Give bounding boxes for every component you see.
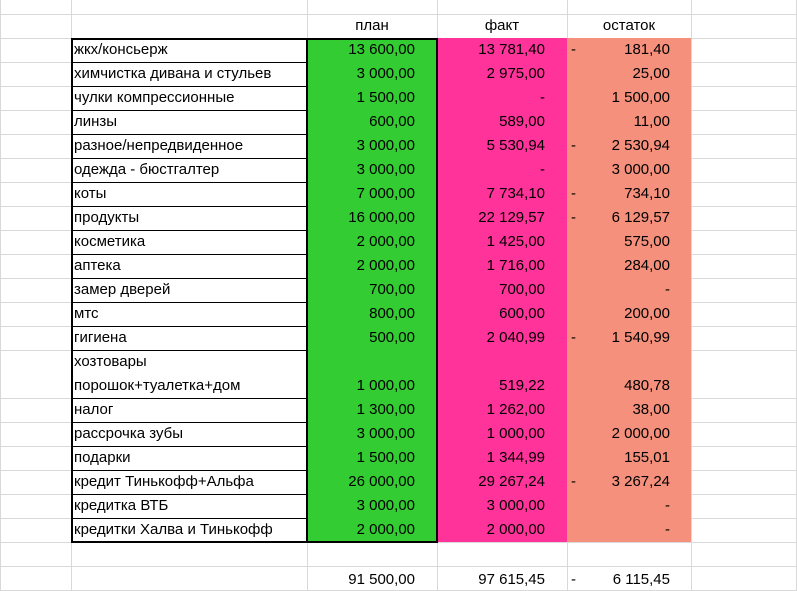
table-row: [0, 86, 797, 110]
plan-cell[interactable]: 500,00: [369, 329, 415, 346]
row-separator: [71, 110, 307, 111]
row-separator: [71, 326, 307, 327]
plan-cell[interactable]: 1 300,00: [356, 401, 415, 418]
table-border-bottom: [71, 541, 438, 543]
row-separator: [71, 230, 307, 231]
fact-cell[interactable]: 13 781,40: [478, 41, 545, 58]
row-separator: [71, 494, 307, 495]
fact-cell[interactable]: 22 129,57: [478, 209, 545, 226]
table-row: [0, 158, 797, 182]
table-row: [0, 470, 797, 494]
table-row: [0, 350, 797, 398]
rest-cell[interactable]: -: [665, 521, 670, 538]
total-fact[interactable]: 97 615,45: [478, 571, 545, 588]
rest-cell[interactable]: -: [665, 497, 670, 514]
row-separator: [71, 254, 307, 255]
rest-cell[interactable]: 575,00: [624, 233, 670, 250]
category-cell[interactable]: замер дверей: [74, 281, 171, 298]
table-row: [0, 38, 797, 62]
table-border-mid: [306, 38, 308, 542]
plan-cell[interactable]: 3 000,00: [356, 161, 415, 178]
fact-cell[interactable]: 5 530,94: [486, 137, 545, 154]
category-cell[interactable]: рассрочка зубы: [74, 425, 184, 442]
table-border-top: [71, 38, 438, 40]
plan-cell[interactable]: 3 000,00: [356, 497, 415, 514]
category-cell[interactable]: продукты: [74, 209, 140, 226]
rest-sign: -: [571, 137, 576, 154]
plan-cell[interactable]: 2 000,00: [356, 257, 415, 274]
table-row: [0, 62, 797, 86]
category-cell[interactable]: подарки: [74, 449, 131, 466]
header-fact[interactable]: факт: [484, 17, 520, 34]
plan-cell[interactable]: 600,00: [369, 113, 415, 130]
fact-cell[interactable]: 1 344,99: [486, 449, 545, 466]
category-cell[interactable]: косметика: [74, 233, 146, 250]
plan-cell[interactable]: 800,00: [369, 305, 415, 322]
rest-cell[interactable]: 1 500,00: [611, 89, 670, 106]
rest-sign: -: [571, 41, 576, 58]
category-cell[interactable]: чулки компрессионные: [74, 89, 235, 106]
fact-cell[interactable]: -: [540, 161, 545, 178]
table-row: [0, 398, 797, 422]
category-cell[interactable]: мтс: [74, 305, 99, 322]
category-cell[interactable]: жкх/консьерж: [74, 41, 168, 58]
rest-cell[interactable]: 25,00: [632, 65, 670, 82]
plan-cell[interactable]: 1 000,00: [356, 377, 415, 394]
category-cell[interactable]: кредитка ВТБ: [74, 497, 169, 514]
fact-cell[interactable]: 1 716,00: [486, 257, 545, 274]
table-row: [0, 302, 797, 326]
fact-cell[interactable]: 1 262,00: [486, 401, 545, 418]
plan-cell[interactable]: 700,00: [369, 281, 415, 298]
table-row: [0, 446, 797, 470]
fact-cell[interactable]: 2 040,99: [486, 329, 545, 346]
row-separator: [71, 470, 307, 471]
plan-cell[interactable]: 26 000,00: [348, 473, 415, 490]
table-row: [0, 326, 797, 350]
fact-cell[interactable]: 7 734,10: [486, 185, 545, 202]
total-plan[interactable]: 91 500,00: [348, 571, 415, 588]
header-plan[interactable]: план: [355, 17, 389, 34]
fact-cell[interactable]: 29 267,24: [478, 473, 545, 490]
plan-cell[interactable]: 3 000,00: [356, 137, 415, 154]
fact-cell[interactable]: 589,00: [499, 113, 545, 130]
fact-cell[interactable]: 1 000,00: [486, 425, 545, 442]
rest-cell[interactable]: 6 129,57: [611, 209, 670, 226]
category-cell[interactable]: разное/непредвиденное: [74, 137, 244, 154]
category-cell[interactable]: коты: [74, 185, 107, 202]
rest-cell[interactable]: 3 000,00: [611, 161, 670, 178]
row-separator: [71, 518, 307, 519]
fact-cell[interactable]: 2 975,00: [486, 65, 545, 82]
category-cell[interactable]: одежда - бюстгалтер: [74, 161, 220, 178]
row-separator: [71, 302, 307, 303]
plan-cell[interactable]: 2 000,00: [356, 521, 415, 538]
total-rest[interactable]: 6 115,45: [612, 571, 670, 588]
rest-cell[interactable]: 3 267,24: [611, 473, 670, 490]
plan-cell[interactable]: 13 600,00: [348, 41, 415, 58]
row-separator: [71, 134, 307, 135]
rest-cell[interactable]: 1 540,99: [611, 329, 670, 346]
fact-cell[interactable]: 2 000,00: [486, 521, 545, 538]
table-row: [0, 422, 797, 446]
category-cell-line2[interactable]: порошок+туалетка+дом: [74, 377, 241, 394]
fact-cell[interactable]: 519,22: [499, 377, 545, 394]
table-row: [0, 494, 797, 518]
rest-cell[interactable]: 38,00: [632, 401, 670, 418]
category-cell[interactable]: линзы: [74, 113, 118, 130]
rest-sign: -: [571, 209, 576, 226]
category-cell[interactable]: кредит Тинькофф+Альфа: [74, 473, 254, 490]
row-separator: [71, 350, 307, 351]
total-rest-sign: -: [571, 571, 576, 588]
fact-cell[interactable]: 1 425,00: [486, 233, 545, 250]
plan-cell[interactable]: 3 000,00: [356, 65, 415, 82]
row-separator: [71, 62, 307, 63]
table-border-plan-right: [436, 38, 438, 542]
table-row: [0, 206, 797, 230]
fact-cell[interactable]: 3 000,00: [486, 497, 545, 514]
rest-cell[interactable]: 734,10: [624, 185, 670, 202]
row-separator: [71, 158, 307, 159]
table-row: [0, 518, 797, 542]
fact-cell[interactable]: -: [540, 89, 545, 106]
rest-sign: -: [571, 473, 576, 490]
fact-cell[interactable]: 700,00: [499, 281, 545, 298]
row-separator: [71, 446, 307, 447]
table-row: [0, 230, 797, 254]
category-cell[interactable]: аптека: [74, 257, 121, 274]
table-border-left: [71, 38, 73, 542]
rest-cell[interactable]: 155,01: [624, 449, 670, 466]
row-separator: [71, 278, 307, 279]
plan-cell[interactable]: 3 000,00: [356, 425, 415, 442]
rest-cell[interactable]: 2 000,00: [611, 425, 670, 442]
rest-cell[interactable]: 480,78: [624, 377, 670, 394]
rest-cell[interactable]: -: [665, 281, 670, 298]
table-row: [0, 134, 797, 158]
row-separator: [71, 182, 307, 183]
table-row: [0, 254, 797, 278]
plan-cell[interactable]: 7 000,00: [356, 185, 415, 202]
plan-cell[interactable]: 2 000,00: [356, 233, 415, 250]
row-separator: [71, 422, 307, 423]
rest-sign: -: [571, 185, 576, 202]
plan-cell[interactable]: 1 500,00: [356, 89, 415, 106]
plan-cell[interactable]: 1 500,00: [356, 449, 415, 466]
rest-cell[interactable]: 11,00: [633, 113, 670, 130]
table-row: [0, 182, 797, 206]
row-separator: [71, 206, 307, 207]
row-separator: [71, 86, 307, 87]
header-rest[interactable]: остаток: [602, 17, 656, 34]
category-cell[interactable]: кредитки Халва и Тинькофф: [74, 521, 273, 538]
category-cell[interactable]: хозтовары: [74, 353, 147, 370]
fact-cell[interactable]: 600,00: [499, 305, 545, 322]
category-cell[interactable]: химчистка дивана и стульев: [74, 65, 272, 82]
gridline-horizontal: [0, 566, 797, 567]
table-row: [0, 110, 797, 134]
plan-cell[interactable]: 16 000,00: [348, 209, 415, 226]
rest-sign: -: [571, 329, 576, 346]
rest-cell[interactable]: 284,00: [624, 257, 670, 274]
rest-cell[interactable]: 200,00: [624, 305, 670, 322]
category-cell[interactable]: налог: [74, 401, 114, 418]
rest-cell[interactable]: 181,40: [624, 41, 670, 58]
category-cell[interactable]: гигиена: [74, 329, 127, 346]
rest-cell[interactable]: 2 530,94: [611, 137, 670, 154]
row-separator: [71, 398, 307, 399]
table-row: [0, 278, 797, 302]
